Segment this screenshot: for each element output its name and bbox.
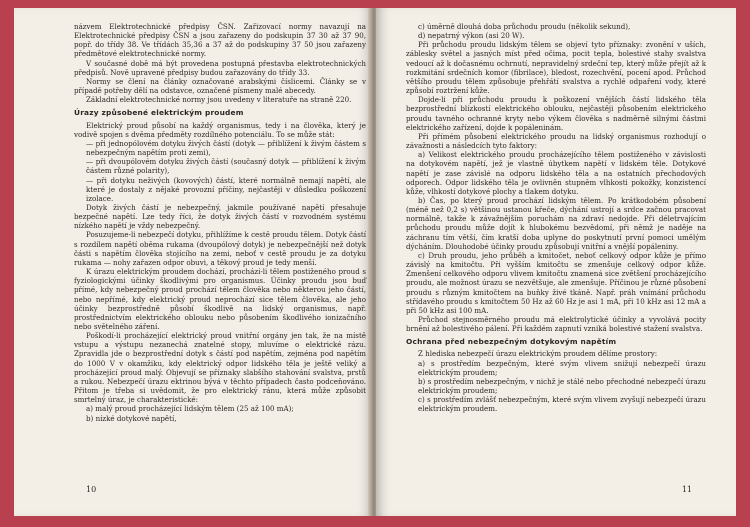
list-item: a) malý proud procházející lidským tělem (25 až 100 mA); xyxy=(86,404,294,414)
left-page-text xyxy=(74,22,366,423)
paragraph: Dojde-li při průchodu proudu k poškození vnějších částí lidského těla bezprostřední blízkostí elektrického oblouku, nejčastěji působením elektrického proudu tavného ochranné kryty nebo výkem člověka s nadměrně silnými částmi elektrického zařízení, dojde k popáleninám. xyxy=(406,95,706,132)
right-page-text xyxy=(406,22,706,414)
paragraph: názvem Elektrotechnické předpisy ČSN. Zařizovací normy navazují na Elektrotechnické předpisy ČSN a jsou zařazeny do podskupin 37 30 až 37 90, popř. do třídy 38. Ve třídách 35,36 a 37 až do podskupiny 37 50 jsou zařazeny předmětové elektrotechnické normy. xyxy=(74,22,366,59)
list-item: — při dotyku neživých (kovových) částí, které normálně nemají napětí, ale které je dostaly z nějaké provozní příčiny, nejčastěji v důsledku poškození izolace. xyxy=(86,175,366,203)
paragraph: Při přímém působení elektrického proudu na lidský organismus rozhodují o závažnosti a následcích tyto faktory: xyxy=(406,131,706,151)
paragraph: V současné době má být provedena postupná přestavba elektrotechnických předpisů. Nově upravené předpisy budou zařazovány do třídy 33. xyxy=(74,58,366,77)
right-page xyxy=(376,8,736,516)
list-item: c) úměrně dlouhá doba průchodu proudu (několik sekund), xyxy=(418,22,631,31)
paragraph: Při průchodu proudu lidským tělem se objeví tyto příznaky: zvonění v uších, záblesky světel a jasných míst před očima, pocit tepla, bolestivé stahy svalstva vedoucí až k dočasnému ochrnutí, nepravidelný srdeční tep, který může přejít až k rozkmitání srdečních komor (fibrilace), bledost, rozechvění, pocení apod. Průchod většího proudu tělem způsobuje přehřátí svalstva a rychlé odpaření vody, které způsobí roztržení kůže. xyxy=(406,40,706,96)
paragraph: a) Velikost elektrického proudu procházejícího tělem postiženého v závislosti na dotykovém napětí, jež je vlastně úbytkem napětí v lidském těle. Dotykové napětí je zase závislé na odporu lidského těla a na ostatních přechodových odporech. Odpor lidského těla je ovlivněn stupněm vlhkosti pokožky, konzistencí kůže, vlhkostí dotykové plochy a tlakem dotyku. xyxy=(406,150,706,196)
paragraph: c) Druh proudu, jeho průběh a kmitočet, neboť celkový odpor kůže je přímo závislý na kmitočtu. Při vyšším kmitočtu se zmenšuje celkový odpor kůže. Zmenšení celkového odporu vlivem kmitočtu znamená sice zvětšení procházejícího proudu, ale možnost úrazu se nezvětšuje, ale zmenšuje. Příčinou je různé působení proudu s různým kmitočtem na buňky živé tkáně. Např. práh vnímání průchodu střídavého proudu s kmitočtem 50 Hz až 60 Hz je asi 1 mA, při 10 kHz asi 12 mA a při 50 kHz asi 100 mA. xyxy=(406,250,706,315)
list-item: — při dvoupólovém dotyku živých částí (současný dotyk — přiblížení k živým částem různé polarity), xyxy=(86,157,366,176)
list-item: b) nízké dotykové napětí, xyxy=(86,413,177,423)
section-heading: Úrazy způsobené elektrickým proudem xyxy=(74,108,244,118)
paragraph: Průchod stejnosměrného proudu má elektrolytické účinky a vyvolává pocity brnění až bolestivého pálení. Při každém zapnutí vzniká bolestivé stažení svalstva. xyxy=(406,315,706,334)
page-number-left: 10 xyxy=(86,485,97,494)
paragraph: Posuzujeme-li nebezpečí dotyku, přihlížíme k cestě proudu tělem. Dotyk částí s rozdílem napětí oběma rukama (dvoupólový dotyk) je nebezpečnější než dotyk části s napětím člověka stojícího na zemi, neboť v cestě proudu je za dotyku rukama — nohy zařazen odpor obuvi, a těkový proud je tedy menší. xyxy=(74,230,366,267)
list-item: a) s prostředím bezpečným, které svým vlivem snižují nebezpečí úrazu elektrickým proudem; xyxy=(418,358,706,377)
paragraph: K úrazu elektrickým proudem dochází, prochází-li tělem postiženého proud s fyziologickými účinky škodlivými pro organismus. Účinky proudu jsou buď přímé, kdy nebezpečný proud prochází tělem člověka nebo některou jeho částí, nebo nepřímé, kdy elektrický proud neprochází sice tělem člověka, ale jeho účinky bezprostředně působí škodlivě na lidský organismus, např. prostřednictvím elektrického oblouku nebo působením škodlivého ionizačního nebo světelného záření. xyxy=(74,267,366,331)
paragraph: Z hlediska nebezpečí úrazu elektrickým proudem dělíme prostory: xyxy=(418,349,658,359)
paragraph: Dotyk živých částí je nebezpečný, jakmile používané napětí přesahuje bezpečné napětí. Lze tedy říci, že dotyk živých částí v rozvodném systému nízkého napětí je vždy nebezpečný. xyxy=(74,202,366,231)
list-item: — při jednopólovém dotyku živých částí (dotyk — přiblížení k živým částem s nebezpečným napětím proti zemi), xyxy=(86,138,366,158)
paragraph: Poškodí-li procházející elektrický proud vnitřní orgány jen tak, že na místě vstupu a výstupu nezanechá znatelné stopy, mluvíme o elektrické rázu. Zpravidla jde o bezprostřední dotyk s částí pod napětím, zejména pod napětím do 1000 V v okamžiku, kdy elektrický odpor lidského těla je ještě veliký a procházející proud malý. Objevují se příznaky slabšího stahování svalstva, prstů a rukou. Nebezpečí úrazu ektrinou bývá v těchto případech často podceňováno. Přitom je třeba si uvědomit, že pro elektrický ránu, která může způsobit smrtelný úraz, je charakteristické: xyxy=(74,331,366,405)
list-item: b) s prostředím nebezpečným, v nichž je stálé nebo přechodné nebezpečí úrazu elektrickým proudem; xyxy=(418,376,706,396)
paragraph: b) Čas, po který proud prochází lidským tělem. Po krátkodobém působení (méně než 0,2 s) většinou ustanou křeče, dýchání ustrojí a srdce začnou pracovat normálně, takže k závažnějším poruchám na zdraví nedojde. Při déletrvajícím průchodu proudu může dojít k hlubokému bezvědomí, při němž je naděje na záchranu tím větší, čím kratší doba uplyne do poskytnutí první pomoci umělým dýcháním. Dlouhodobé účinky proudu způsobují vnitřní a vnější popáleniny. xyxy=(406,195,706,251)
list-item: c) s prostředím zvlášť nebezpečným, které svým vlivem zvyšují nebezpečí úrazu elektrickým proudem. xyxy=(418,395,706,414)
list-item: d) nepatrný výkon (asi 20 W). xyxy=(418,31,525,41)
section-heading: Ochrana před nebezpečným dotykovým napětím xyxy=(406,337,617,347)
left-page xyxy=(14,8,372,516)
paragraph: Normy se člení na články označované arabskými číslicemi. Články se v případě potřeby dělí na odstavce, označené písmeny malé abecedy. xyxy=(74,76,366,96)
page-number-right: 11 xyxy=(681,485,692,494)
paragraph: Elektrický proud působí na každý organismus, tedy i na člověka, který je vodivě spojen s dvěma předměty rozdílného potenciálu. To se může stát: xyxy=(74,120,366,139)
paragraph: Základní elektrotechnické normy jsou uvedeny v literatuře na straně 220. xyxy=(86,95,352,105)
